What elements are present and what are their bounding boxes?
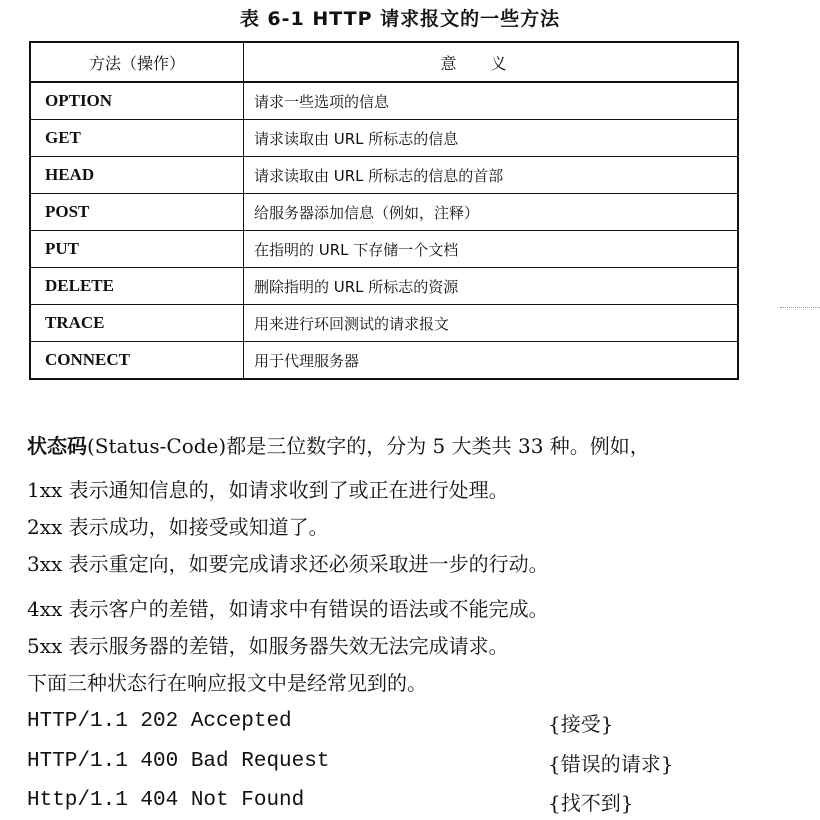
status-line-5xx: 5xx 表示服务器的差错，如服务器失效无法完成请求。	[27, 634, 509, 658]
table-row	[30, 342, 738, 380]
table-row	[30, 120, 738, 157]
status-line-4xx: 4xx 表示客户的差错，如请求中有错误的语法或不能完成。	[27, 597, 549, 621]
method-meaning: 请求一些选项的信息	[244, 82, 739, 120]
status-line-3xx: 3xx 表示重定向，如要完成请求还必须采取进一步的行动。	[27, 552, 549, 576]
method-name: CONNECT	[30, 342, 244, 380]
status-line-gloss: {错误的请求}	[548, 752, 674, 776]
table-row	[30, 268, 738, 305]
method-name: TRACE	[30, 305, 244, 342]
header-meaning: 意义	[244, 42, 739, 82]
status-line-1xx: 1xx 表示通知信息的，如请求收到了或正在进行处理。	[27, 478, 509, 502]
method-meaning: 请求读取由 URL 所标志的信息的首部	[244, 157, 739, 194]
header-method: 方法（操作）	[30, 42, 244, 82]
status-code-intro-text: (Status-Code)都是三位数字的，分为 5 大类共 33 种。例如，	[87, 434, 650, 458]
method-name: POST	[30, 194, 244, 231]
method-name: DELETE	[30, 268, 244, 305]
status-line-code: HTTP/1.1 400 Bad Request	[27, 750, 330, 773]
http-methods-table	[29, 41, 739, 380]
table-row	[30, 157, 738, 194]
method-meaning: 删除指明的 URL 所标志的资源	[244, 268, 739, 305]
method-meaning: 在指明的 URL 下存储一个文档	[244, 231, 739, 268]
table-header-row	[30, 42, 738, 82]
method-meaning: 用于代理服务器	[244, 342, 739, 380]
status-line-code: HTTP/1.1 202 Accepted	[27, 710, 292, 733]
method-meaning: 请求读取由 URL 所标志的信息	[244, 120, 739, 157]
status-line-code: Http/1.1 404 Not Found	[27, 789, 305, 812]
status-code-intro	[27, 430, 650, 459]
table-row	[30, 231, 738, 268]
status-code-term: 状态码	[27, 434, 87, 458]
table-row	[30, 305, 738, 342]
method-name: HEAD	[30, 157, 244, 194]
method-name: GET	[30, 120, 244, 157]
status-line-gloss: {找不到}	[548, 791, 634, 815]
method-name: PUT	[30, 231, 244, 268]
method-meaning: 用来进行环回测试的请求报文	[244, 305, 739, 342]
method-name: OPTION	[30, 82, 244, 120]
common-status-lines-intro: 下面三种状态行在响应报文中是经常见到的。	[27, 671, 427, 695]
status-line-gloss: {接受}	[548, 712, 614, 736]
table-caption: 表 6-1 HTTP 请求报文的一些方法	[239, 8, 561, 30]
table-row	[30, 194, 738, 231]
status-line-2xx: 2xx 表示成功，如接受或知道了。	[27, 515, 329, 539]
table-row	[30, 82, 738, 120]
scan-dotted-mark	[780, 307, 820, 308]
method-meaning: 给服务器添加信息（例如，注释）	[244, 194, 739, 231]
